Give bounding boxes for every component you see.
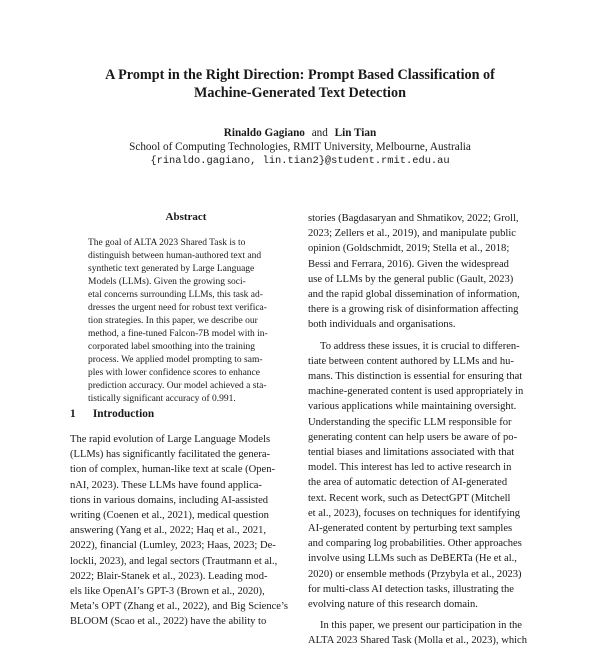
text-line: corporated label smoothing into the training [88,342,256,352]
text-line: use of LLMs by the general public (Gault, 2023) [308,273,514,285]
text-line: To address these issues, it is crucial to differen- [320,340,520,352]
text-line: tential biases and limitations associated with that [308,447,515,459]
text-line: tion strategies. In this paper, we describe our [88,316,258,326]
paragraph [308,339,544,613]
section-title: Introduction [92,408,155,420]
text-line: Meta’s OPT (Zhang et al., 2022), and Big Science’s [70,601,289,613]
title-line: A Prompt in the Right Direction: Prompt Based Classification of [105,67,495,83]
paragraph [308,211,544,333]
text-line: opinion (Goldschmidt, 2019; Stella et al., 2018; [308,243,510,255]
affiliation: School of Computing Technologies, RMIT University, Melbourne, Australia [129,141,471,153]
abstract-body [88,237,288,406]
text-line: various applications while maintaining oversight. [308,401,517,413]
text-line: 2022; Blair-Stanek et al., 2023). Leading mod- [70,570,268,582]
title-line: Machine-Generated Text Detection [194,85,406,101]
section-heading [70,408,154,420]
text-line: there is a growing risk of disinformation affecting [308,304,519,316]
text-line: and comparing log probabilities. Other approaches [308,538,522,550]
text-line: nAI, 2023). These LLMs have found applica- [70,479,262,491]
text-line: tion of complex, human-like text at scale (Open- [70,464,276,476]
text-line: text. Recent work, such as DetectGPT (Mitchell [308,492,511,504]
text-line: process. We applied model prompting to sam- [88,355,263,365]
author-name: Rinaldo Gagiano [223,127,305,139]
text-line: the area of automatic detection of AI-generated [308,477,508,489]
text-line: et al., 2023), focuses on techniques for identifying [308,507,521,519]
text-line: model. This interest has led to active research in [308,462,512,474]
text-line: AI-generated content by perturbing text samples [308,523,513,535]
text-line: Bessi and Ferrara, 2016). Given the widespread [308,258,509,270]
paper-title [40,66,560,102]
author-names [40,126,560,140]
text-line: synthetic text generated by Large Language [88,264,255,274]
text-line: evolving nature of this research domain. [308,599,478,611]
text-line: tiate between content authored by LLMs and hu- [308,355,514,367]
abstract-heading: Abstract [165,211,207,223]
text-line: In this paper, we present our participation in the [320,620,522,632]
text-line: etal concerns surrounding LLMs, this task ad- [88,290,263,300]
text-line: dresses the urgent need for robust text verifica- [88,303,267,313]
text-line: machine-generated content is used appropriately in [308,386,524,398]
text-line: BLOOM (Scao et al., 2022) have the ability to [70,616,267,628]
text-line: for multi-class AI detection tasks, illustrating the [308,583,514,595]
text-line: method, a fine-tuned Falcon-7B model with in- [88,329,268,339]
text-line: Understanding the specific LLM responsible for [308,416,512,428]
text-line: 2023; Zellers et al., 2019), and manipulate public [308,228,516,240]
text-line: ALTA 2023 Shared Task (Molla et al., 2023), which [308,635,527,647]
text-line: involve using LLMs such as DeBERTa (He et al., [308,553,517,565]
text-line: answering (Yang et al., 2022; Haq et al., 2021, [70,525,267,537]
text-line: els like OpenAI’s GPT-3 (Brown et al., 2020), [70,586,265,598]
text-line: The goal of ALTA 2023 Shared Task is to [88,238,246,248]
text-line: lockli, 2023), and legal sectors (Trautmann et al., [70,555,278,567]
right-column [308,211,544,649]
text-line: ples with lower confidence scores to enhance [88,368,260,378]
text-line: 2020) or ensemble methods (Przybyla et al., 2023) [308,568,522,580]
text-line: both individuals and organisations. [308,319,456,331]
author-email: {rinaldo.gagiano, lin.tian2}@student.rmit.edu.au [150,155,450,167]
text-line: stories (Bagdasaryan and Shmatikov, 2022; Groll, [308,213,519,224]
text-line: generating content can help users be aware of po- [308,431,518,443]
author-name: Lin Tian [334,127,377,139]
text-line: tions in various domains, including AI-assisted [70,494,269,506]
text-line: 2022), financial (Lumley, 2023; Haas, 2023; De- [70,540,276,552]
section-number: 1 [70,408,76,420]
text-line: mans. This distinction is essential for ensuring that [308,371,523,383]
text-line: writing (Coenen et al., 2021), medical question [70,510,269,522]
text-line: tistically significant accuracy of 0.991. [88,394,236,404]
text-line: The rapid evolution of Large Language Models [70,434,271,445]
text-line: (LLMs) has significantly facilitated the genera- [70,449,271,461]
paragraph [308,618,544,648]
author-conjunction: and [311,127,328,139]
author-block [40,126,560,168]
text-line: and the rapid global dissemination of information, [308,289,520,301]
text-line: prediction accuracy. Our model achieved a sta- [88,381,267,391]
text-line: Models (LLMs). Given the growing soci- [88,277,246,287]
text-line: distinguish between human-authored text and [88,251,262,261]
